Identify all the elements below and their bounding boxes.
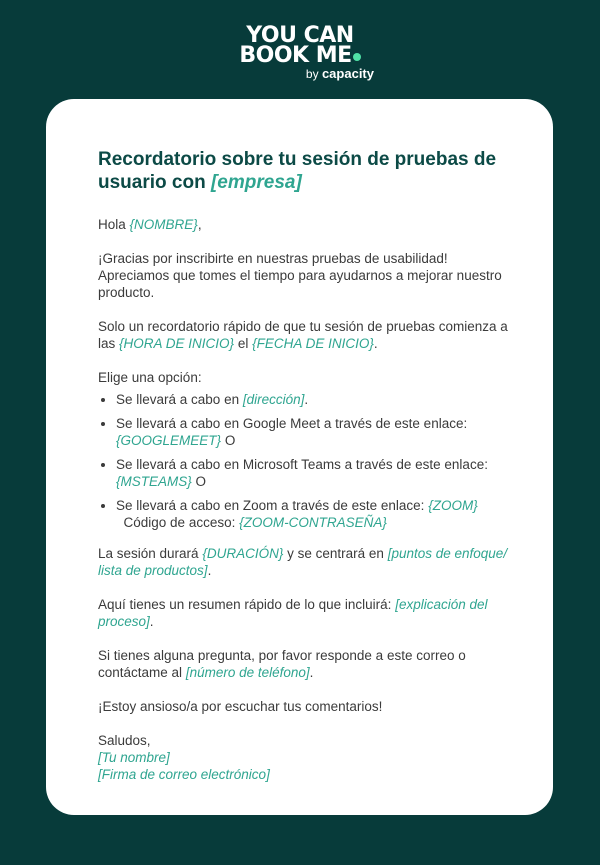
list-item: [116, 497, 518, 531]
zoom-code-label: Código de acceso:: [123, 515, 236, 530]
phone-placeholder: [número de teléfono]: [185, 665, 310, 680]
signature-block: [98, 732, 518, 783]
email-title-placeholder: [empresa]: [210, 172, 302, 193]
option-text: Se llevará a cabo en: [116, 392, 240, 407]
logo-by-text: by: [305, 67, 319, 81]
focus-placeholder: [puntos de enfoque/ lista de productos]: [98, 546, 508, 578]
list-item: [116, 456, 518, 490]
email-title: [98, 148, 518, 194]
your-name-placeholder: [Tu nombre]: [98, 750, 170, 765]
zoom-placeholder: {ZOOM}: [428, 498, 478, 513]
focus-text: y se centrará en: [287, 546, 384, 561]
reminder-connector: el: [237, 336, 249, 351]
option-text: Se llevará a cabo en Microsoft Teams a través de este enlace:: [116, 457, 488, 472]
option-text: Se llevará a cabo en Google Meet a través de este enlace:: [116, 416, 468, 431]
questions-text: Si tienes alguna pregunta, por favor responde a este correo o contáctame al: [98, 648, 466, 680]
list-item: [116, 415, 518, 449]
list-item: [116, 391, 518, 408]
reminder-paragraph: Solo un recordatorio rápido de que tu sesión de pruebas comienza a las {HORA DE INICIO} el {FECHA DE INICIO}.: [98, 319, 508, 351]
duration-placeholder: {DURACIÓN}: [202, 546, 284, 561]
option-suffix: O: [224, 433, 236, 448]
duration-text: La sesión durará: [98, 546, 199, 561]
googlemeet-placeholder: {GOOGLEMEET}: [116, 433, 222, 448]
start-date-placeholder: {FECHA DE INICIO}: [252, 336, 374, 351]
option-suffix: O: [195, 474, 207, 489]
duration-paragraph: La sesión durará {DURACIÓN} y se centrará en [puntos de enfoque/ lista de productos].: [98, 546, 508, 578]
brand-logo: [0, 23, 600, 81]
youcanbookme-logo: [225, 23, 375, 81]
summary-text: Aquí tienes un resumen rápido de lo que incluirá:: [98, 597, 392, 612]
logo-line-1: YOU CAN: [246, 23, 354, 48]
zoom-password-placeholder: {ZOOM-CONTRASEÑA}: [239, 515, 387, 530]
signoff-text: Saludos,: [98, 733, 151, 748]
email-content: [98, 148, 518, 783]
questions-paragraph: Si tienes alguna pregunta, por favor responde a este correo o contáctame al [número de teléfono].: [98, 648, 466, 680]
option-suffix: .: [304, 392, 309, 407]
option-text: Se llevará a cabo en Zoom a través de este enlace:: [116, 498, 425, 513]
email-title-text: Recordatorio sobre tu sesión de pruebas de usuario con: [98, 149, 497, 193]
options-list: [98, 391, 518, 531]
summary-paragraph: Aquí tienes un resumen rápido de lo que incluirá: [explicación del proceso].: [98, 597, 488, 629]
greeting-text: Hola: [98, 217, 126, 232]
logo-line-2: BOOK ME: [239, 43, 352, 68]
logo-dot-icon: [353, 53, 361, 61]
process-placeholder: [explicación del proceso]: [98, 597, 488, 629]
greeting: Hola {NOMBRE},: [98, 217, 202, 232]
closing-paragraph: ¡Estoy ansioso/a por escuchar tus comentarios!: [98, 699, 383, 714]
email-signature-placeholder: [Firma de correo electrónico]: [98, 767, 270, 782]
msteams-placeholder: {MSTEAMS}: [116, 474, 192, 489]
email-card: [46, 99, 553, 815]
reminder-text: Solo un recordatorio rápido de que tu sesión de pruebas comienza a las: [98, 319, 508, 351]
start-time-placeholder: {HORA DE INICIO}: [119, 336, 235, 351]
logo-line-2-wrap: [225, 43, 375, 68]
logo-by-capacity: [225, 67, 375, 81]
address-placeholder: [dirección]: [242, 392, 305, 407]
thanks-paragraph: ¡Gracias por inscribirte en nuestras pruebas de usabilidad! Apreciamos que tomes el tiempo para ayudarnos a mejorar nuestro producto.: [98, 251, 502, 300]
choose-option-label: Elige una opción:: [98, 370, 202, 385]
name-placeholder: {NOMBRE}: [129, 217, 198, 232]
logo-capacity: capacity: [321, 66, 374, 81]
